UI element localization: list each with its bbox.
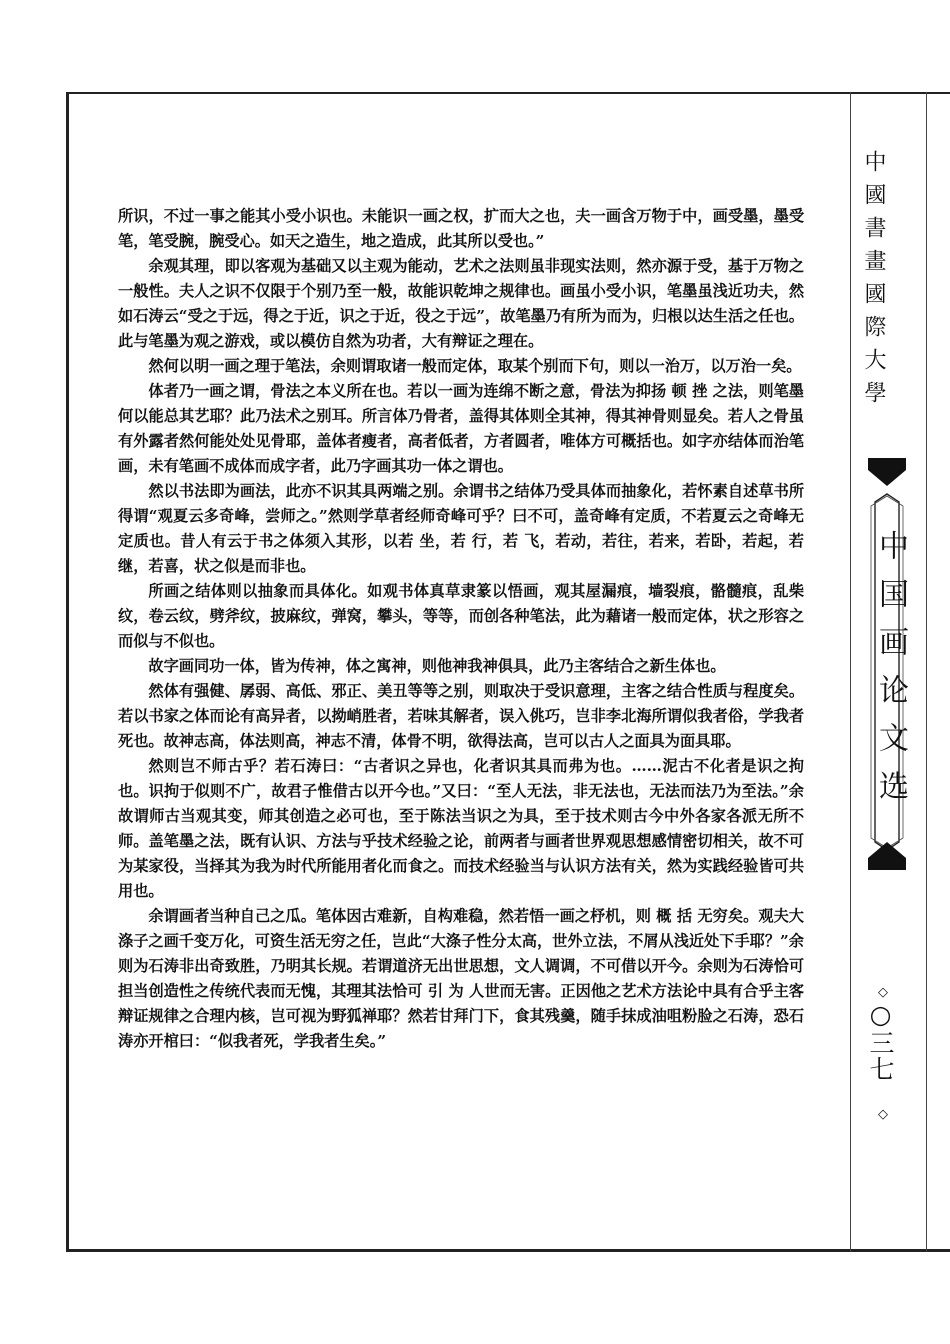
paragraph: 余谓画者当种自己之瓜。笔体因古难新，自构难稳，然若悟一画之杼机，则 概 括 无穷矣。观夫大涤子之画千变万化，可资生活无穷之任，岂此“大涤子性分太高，世外立法，不屑从浅近处下手耶？”余则为石涛非出奇致胜，乃明其长规。若谓道济无出世思想，文人调调，不可借以开今。余则为石涛恰可担当创造性之传统代表而无愧，其理其法恰可 引 为 人世而无害。正因他之艺术方法论中具有合乎主客辩证规律之合理内核，岂可视为野狐禅耶？然若甘拜门下，食其残羹，随手抹成油咀粉脸之石涛，恐石涛亦开棺曰：“似我者死，学我者生矣。”	[118, 907, 804, 1050]
diamond-ornament-bottom: ◇	[878, 1107, 888, 1122]
book-title: 中国画论文选	[873, 530, 908, 818]
paragraph: 然何以明一画之理于笔法，余则谓取诸一般而定体，取某个别而下句，则以一治万，以万治一矣。	[148, 357, 802, 375]
paragraph: 所识，不过一事之能其小受小识也。未能识一画之权，扩而大之也，夫一画含万物于中，画受墨，墨受笔，笔受腕，腕受心。如天之造生，地之造成，此其所以受也。”	[118, 207, 804, 250]
paragraph: 然体有强健、孱弱、高低、邪正、美丑等等之别，则取决于受识意理，主客之结合性质与程度矣。若以书家之体而论有高异者，以拗峭胜者，若味其解者，误入佻巧，岂非李北海所谓似我者俗，学我者死也。故神志高，体法则高，神志不清，体骨不明，欲得法高，岂可以古人之面具为面具耶。	[118, 682, 804, 750]
paragraph: 所画之结体则以抽象而具体化。如观书体真草隶篆以悟画，观其屋漏痕，墙裂痕，骼髓痕，乱柴纹，卷云纹，劈斧纹，披麻纹，弹窝，攀头，等等，而创各种笔法，此为藉诸一般而定体，状之形容之而似与不似也。	[118, 582, 804, 650]
paragraph: 故字画同功一体，皆为传神，体之寓神，则他神我神俱具，此乃主客结合之新生体也。	[148, 657, 726, 675]
title-bar-top	[868, 458, 906, 470]
paragraph: 余观其理，即以客观为基础又以主观为能动，艺术之法则虽非现实法则，然亦源于受，基于万物之一般性。夫人之识不仅限于个别乃至一般，故能识乾坤之规律也。画虽小受小识，笔墨虽浅近功夫，然如石涛云“受之于远，得之于近，识之于近，役之于远”，故笔墨乃有所为而为，归根以达生活之任也。此与笔墨为观之游戏，或以模仿自然为功者，大有辩证之理在。	[118, 257, 804, 350]
paragraph: 然以书法即为画法，此亦不识其具两端之别。余谓书之结体乃受具体而抽象化，若怀素自述草书所得谓“观夏云多奇峰，尝师之。”然则学草者经师奇峰可乎？曰不可，盖奇峰有定质，不若夏云之奇峰无定质也。昔人有云于书之体须入其形，以若 坐，若 行，若 飞，若动，若往，若来，若卧，若起，若继，若喜，状之似是而非也。	[118, 482, 804, 575]
paragraph: 然则岂不师古乎？若石涛曰：“古者识之异也，化者识其具而弗为也。……泥古不化者是识之拘也。识拘于似则不广，故君子惟借古以开今也。”又曰：“至人无法，非无法也，无法而法乃为至法。”余故谓师古当观其变，师其创造之必可也，至于陈法当识之为具，至于技术则古今中外各家各派无所不师。盖笔墨之法，既有认识、方法与乎技术经验之论，前两者与画者世界观思想感情密切相关，故不可为某家役，当择其为我为时代所能用者化而食之。而技术经验当与认识方法有关，然为实践经验皆可共用也。	[118, 757, 804, 900]
title-bar-top-tip	[868, 470, 906, 486]
title-bar-bottom	[868, 858, 906, 870]
side-rule-left	[850, 92, 851, 1252]
side-rule-right	[926, 92, 927, 1252]
series-title: 中國書畫國際大學	[861, 150, 886, 414]
body-text	[118, 204, 804, 1054]
paragraph: 体者乃一画之谓，骨法之本义所在也。若以一画为连绵不断之意，骨法为抑扬 顿 挫 之法，则笔墨何以能总其艺耶？此乃法术之别耳。所言体乃骨者，盖得其体则全其神，得其神骨则显矣。若人之骨虽有外露者然何能处处见骨耶，盖体者瘦者，高者低者，方者圆者，唯体方可概括也。如字亦结体而治笔画，未有笔画不成体而成字者，此乃字画其功一体之谓也。	[118, 382, 804, 475]
diamond-ornament-top: ◇	[878, 985, 888, 1000]
page-number: ○三七	[866, 1000, 895, 1082]
title-bar-bottom-tip	[868, 842, 906, 858]
